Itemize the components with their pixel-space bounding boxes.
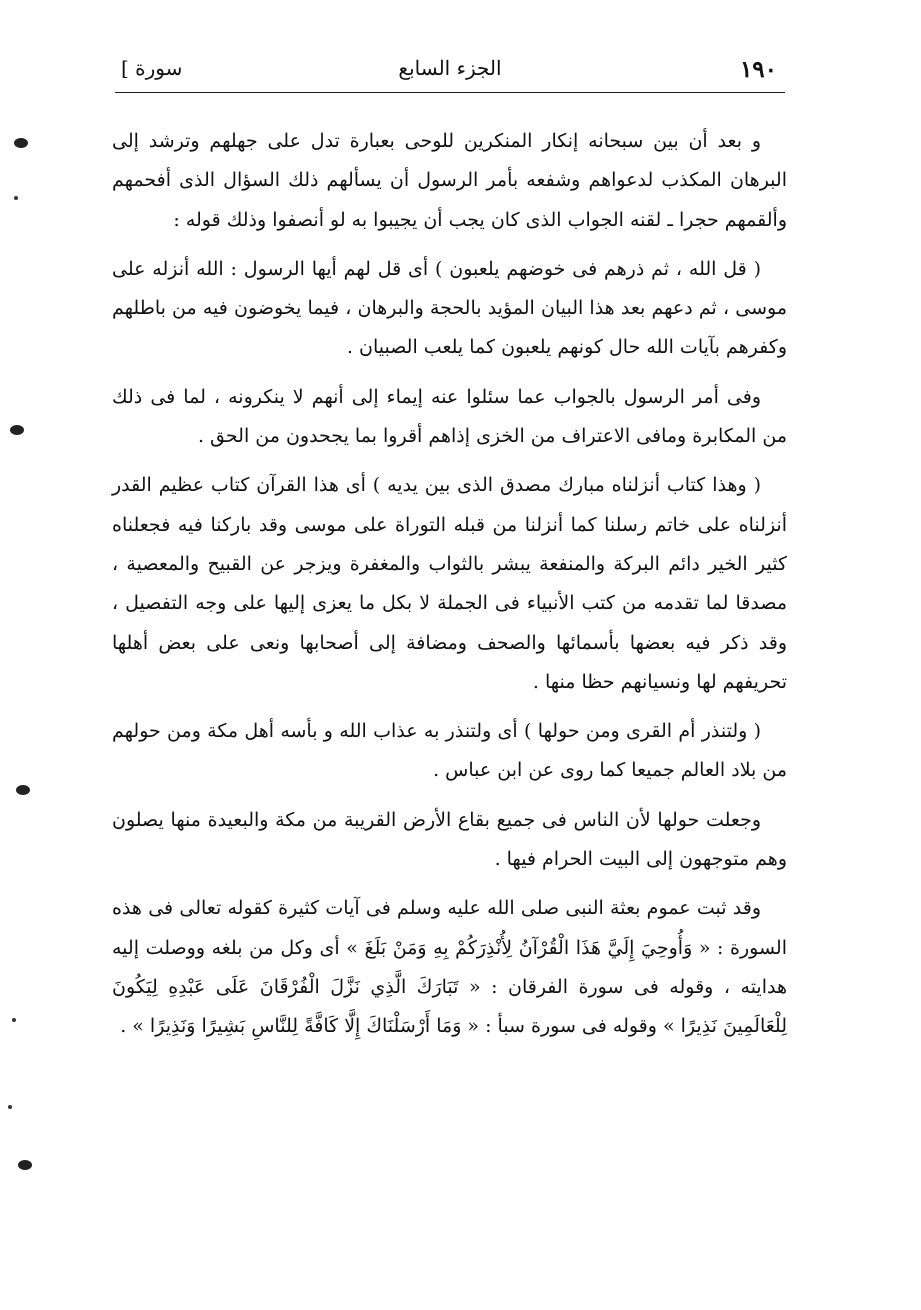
paragraph: وجعلت حولها لأن الناس فى جميع بقاع الأرض القريبة من مكة والبعيدة منها يصلون وهم متوجهون إلى البيت الحرام فيها . [112, 808, 787, 871]
scan-mark [10, 425, 24, 435]
paragraph: ( ولتنذر أم القرى ومن حولها ) أى ولتنذر به عذاب الله و بأسه أهل مكة ومن حولهم من بلاد العالم جميعا كما روى عن ابن عباس . [112, 720, 787, 782]
scan-mark [16, 785, 30, 795]
paragraph: ( قل الله ، ثم ذرهم فى خوضهم يلعبون ) أى قل لهم أيها الرسول : الله أنزله على موسى ، ثم دعهم بعد هذا البيان المؤيد بالحجة والبرهان ، فيما يخوضون فيه من باطلهم وكفرهم بآيات الله حال كونهم يلعبون كما يلعب الصبيان . [112, 257, 787, 359]
paragraph: ( وهذا كتاب أنزلناه مبارك مصدق الذى بين يديه ) أى هذا القرآن كتاب عظيم القدر أنزلناه على خاتم رسلنا كما أنزلنا من قبله التوراة على موسى وقد باركنا فيه فجعلناه كثير الخير دائم البركة والمنفعة يبشر بالثواب والمغفرة ويزجر عن القبيح والمعصية ، مصدقا لما تقدمه من كتب الأنبياء فى الجملة لا بكل ما يعزى إليها على وجه التفصيل ، وقد ذكر فيه بعضها بأسمائها والصحف ومضافة إلى أصحابها ونعى على بعض أهلها تحريفهم لها ونسيانهم حظا منها . [112, 474, 787, 693]
scan-dot [14, 196, 18, 200]
scan-mark [18, 1160, 32, 1170]
page-number: ١٩٠ [739, 56, 777, 83]
paragraph: و بعد أن بين سبحانه إنكار المنكرين للوحى بعبارة تدل على جهلهم وترشد إلى البرهان المكذب لدعواهم وشفعه بأمر الرسول أن يسألهم ذلك السؤال الذى أفحمهم وألقمهم حجرا ـ لقنه الجواب الذى كان يجب أن يجيبوا به لو أنصفوا وذلك قوله : [112, 130, 787, 231]
scan-mark [14, 138, 28, 148]
scan-dot [8, 1105, 12, 1109]
page-header [115, 50, 785, 93]
page-body [112, 122, 787, 1047]
paragraph: وقد ثبت عموم بعثة النبى صلى الله عليه وسلم فى آيات كثيرة كقوله تعالى فى هذه السورة : « وَأُوحِيَ إِلَيَّ هَذَا الْقُرْآنُ لِأُنْذِرَكُمْ بِهِ وَمَنْ بَلَغَ » أى وكل من بلغه ووصلت إليه هدايته ، وقوله فى سورة الفرقان : « تَبَارَكَ الَّذِي نَزَّلَ الْفُرْقَانَ عَلَى عَبْدِهِ لِيَكُونَ لِلْعَالَمِينَ نَذِيرًا » وقوله فى سورة سبأ : « وَمَا أَرْسَلْنَاكَ إِلَّا كَافَّةً لِلنَّاسِ بَشِيرًا وَنَذِيرًا » . [112, 897, 787, 1038]
paragraph: وفى أمر الرسول بالجواب عما سئلوا عنه إيماء إلى أنهم لا ينكرونه ، لما فى ذلك من المكابرة ومافى الاعتراف من الخزى إذاهم أقروا بما يجحدون من الحق . [112, 385, 787, 448]
surah-label: [ سورة [121, 56, 183, 80]
scan-dot [12, 1018, 16, 1022]
part-title: الجزء السابع [398, 56, 502, 80]
